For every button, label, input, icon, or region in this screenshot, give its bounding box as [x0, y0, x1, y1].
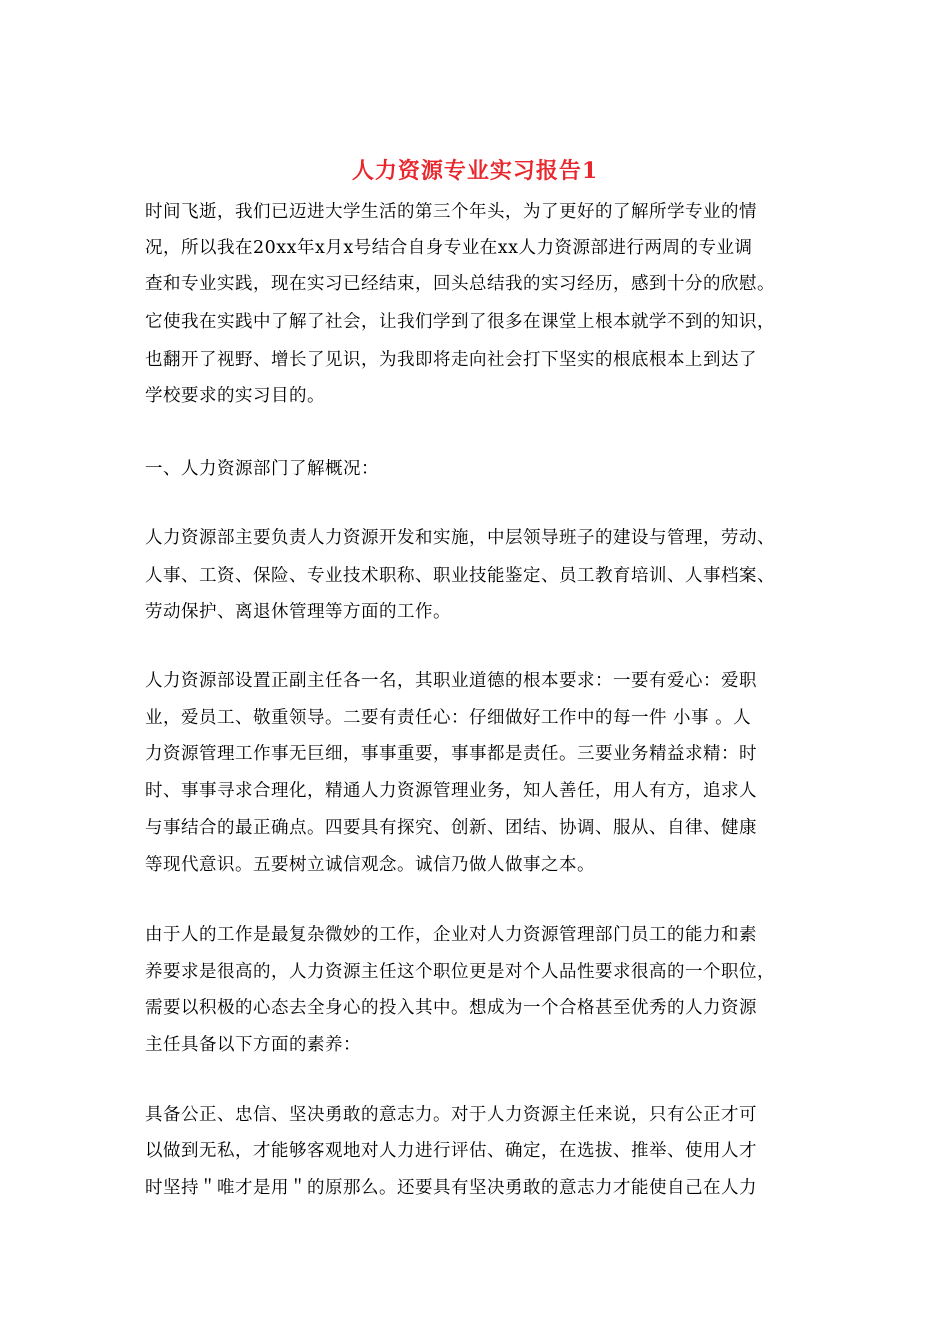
- text-line: 况，所以我在20xx年x月x号结合自身专业在xx人力资源部进行两周的专业调: [145, 238, 753, 258]
- text-line: 力资源管理工作事无巨细，事事重要，事事都是责任。三要业务精益求精：时: [145, 744, 757, 764]
- text-line: 人力资源部主要负责人力资源开发和实施，中层领导班子的建设与管理，劳动、: [145, 528, 775, 548]
- text-line: 劳动保护、离退休管理等方面的工作。: [145, 602, 451, 622]
- text-line: 也翻开了视野、增长了见识，为我即将走向社会打下坚实的根底根本上到达了: [145, 350, 757, 370]
- text-line: 时坚持＂唯才是用＂的原那么。还要具有坚决勇敢的意志力才能使自己在人力: [145, 1178, 757, 1198]
- text-line: 时、事事寻求合理化，精通人力资源管理业务，知人善任，用人有方，追求人: [145, 781, 757, 801]
- text-line: 人事、工资、保险、专业技术职称、职业技能鉴定、员工教育培训、人事档案、: [145, 566, 775, 586]
- text-line: 以做到无私，才能够客观地对人力进行评估、确定，在选拔、推举、使用人才: [145, 1141, 757, 1161]
- text-line: 等现代意识。五要树立诚信观念。诚信乃做人做事之本。: [145, 855, 595, 875]
- text-line: 由于人的工作是最复杂微妙的工作，企业对人力资源管理部门员工的能力和素: [145, 925, 757, 945]
- text-line: 需要以积极的心态去全身心的投入其中。想成为一个合格甚至优秀的人力资源: [145, 998, 757, 1018]
- text-line: 查和专业实践，现在实习已经结束，回头总结我的实习经历，感到十分的欣慰。: [145, 274, 775, 294]
- text-line: 学校要求的实习目的。: [145, 386, 325, 406]
- text-line: 与事结合的最正确点。四要具有探究、创新、团结、协调、服从、自律、健康: [145, 818, 757, 838]
- document-title: 人力资源专业实习报告1: [351, 158, 599, 184]
- text-line: 养要求是很高的，人力资源主任这个职位更是对个人品性要求很高的一个职位，: [145, 962, 775, 982]
- text-line: 主任具备以下方面的素养：: [145, 1035, 361, 1055]
- text-line: 时间飞逝，我们已迈进大学生活的第三个年头，为了更好的了解所学专业的情: [145, 202, 757, 222]
- text-line: 业，爱员工、敬重领导。二要有责任心：仔细做好工作中的每一件 小事 。人: [145, 708, 752, 728]
- text-line: 它使我在实践中了解了社会，让我们学到了很多在课堂上根本就学不到的知识，: [145, 312, 775, 332]
- text-line: 具备公正、忠信、坚决勇敢的意志力。对于人力资源主任来说，只有公正才可: [145, 1105, 757, 1125]
- section-heading: 一、人力资源部门了解概况：: [145, 459, 379, 479]
- text-line: 人力资源部设置正副主任各一名，其职业道德的根本要求：一要有爱心：爱职: [145, 671, 757, 691]
